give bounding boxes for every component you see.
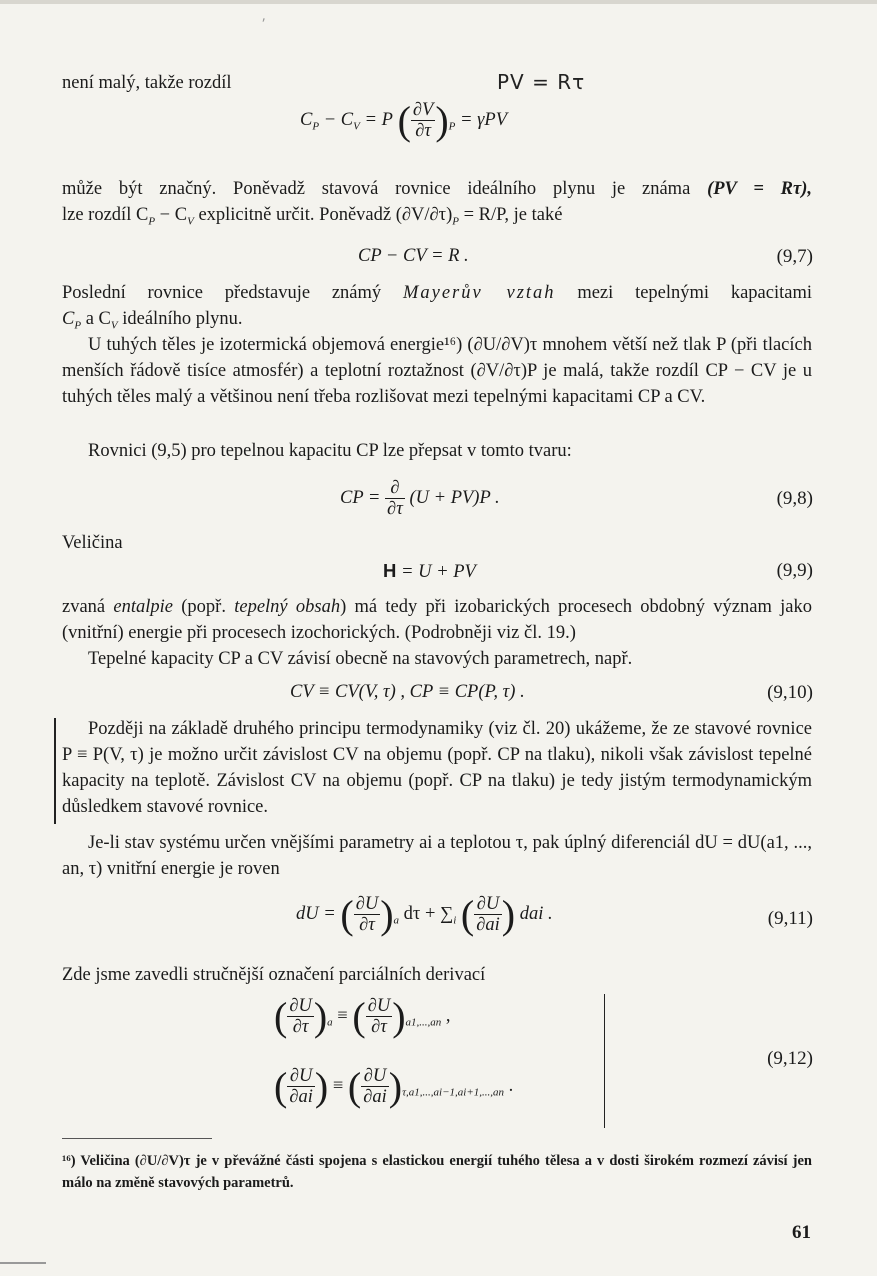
handwritten-note: PV = Rτ	[497, 70, 586, 94]
equation-notation-1: ( $\frac{\partial U}{\partial\tau}$ )$_a$ ≡ ( $\frac{\partial U}{\partial\tau}$ )$_{a1,...,an}$ ,	[274, 993, 451, 1039]
paragraph-8: Tepelné kapacity CP a CV závisí obecně na stavových parametrech, např.	[88, 649, 633, 669]
right-brace	[596, 994, 605, 1128]
equation-heat-capacities: CV ≡ CV(V, τ) , CP ≡ CP(P, τ) .	[290, 682, 525, 702]
paragraph-5: Rovnici (9,5) pro tepelnou kapacitu CP lze přepsat v tomto tvaru:	[88, 441, 572, 461]
footnote-16: ¹⁶) Veličina (∂U/∂V)τ je v převážné části spojena s elastickou energií tuhého tělesa a v dosti širokém rozmezí závisí jen málo na změně stavových parametrů.	[62, 1153, 812, 1191]
eq-number-9-7: (9,7)	[776, 246, 813, 267]
equation-enthalpy-def: H = U + PV	[383, 560, 476, 582]
page-number: 61	[792, 1222, 811, 1243]
paragraph-9: Později na základě druhého principu termodynamiky (viz čl. 20) ukážeme, že ze stavové rovnice P ≡ P(V, τ) je možno určit závislost CV na objemu (popř. CP na tlaku), nikoli však závislost tepelné kapacity na teplotě. Závislost CV na objemu (popř. CP na tlaku) je tedy jistým termodynamickým důsledkem stavové rovnice.	[62, 719, 812, 817]
equation-notation-2: ( $\frac{\partial U}{\partial ai}$ ) ≡ ( $\frac{\partial U}{\partial ai}$ )$_{\tau,a1,...,ai-1,ai+1,...,an}$ .	[274, 1063, 514, 1109]
paragraph-11: Zde jsme zavedli stručnější označení parciálních derivací	[62, 965, 486, 985]
eq-number-9-10: (9,10)	[767, 682, 813, 703]
margin-bar	[54, 718, 56, 824]
equation-cp-enthalpy: CP = $\frac{\partial}{\partial\tau}$ (U + PV)P .	[340, 478, 500, 519]
eq-number-9-9: (9,9)	[776, 560, 813, 581]
scan-bottom-mark	[0, 1262, 46, 1264]
paragraph-7: zvaná entalpie (popř. tepelný obsah) má tedy při izobarických procesech obdobný význam jako (vnitřní) energie při procesech izochorických. (Podrobněji viz čl. 19.)	[62, 597, 812, 643]
paragraph-3a: Poslední rovnice představuje známý Mayerův vztah mezi tepelnými kapacitami	[62, 283, 813, 303]
paragraph-2b: lze rozdíl $C_P - C_V$ explicitně určit. Poněvadž $(\partial V/\partial\tau)_P = R/P$, je také	[62, 205, 563, 228]
equation-cp-minus-cv: $C_P - C_V = P$ ( $\frac{\partial V}{\partial\tau}$ )$_P = \gamma PV$	[300, 97, 508, 143]
paragraph-2a: může být značný. Poněvadž stavová rovnice ideálního plynu je známa (PV = Rτ),	[62, 179, 812, 199]
scan-top-edge	[0, 0, 877, 4]
eq-number-9-11: (9,11)	[767, 908, 813, 929]
scan-speck: ⸴	[262, 11, 266, 26]
paragraph-6: Veličina	[62, 533, 123, 553]
paragraph-3b: $C_P$ a $C_V$ ideálního plynu.	[62, 309, 243, 332]
footnote-rule	[62, 1138, 212, 1139]
eq-number-9-8: (9,8)	[776, 488, 813, 509]
eq-number-9-12: (9,12)	[767, 1048, 813, 1069]
paragraph-10: Je-li stav systému určen vnějšími parametry ai a teplotou τ, pak úplný diferenciál dU = dU(a1, ..., an, τ) vnitřní energie je roven	[62, 833, 812, 879]
equation-du-differential: dU = ( $\frac{\partial U}{\partial\tau}$ )$_a$ $d\tau + \sum_i$ ( $\frac{\partial U}{\partial ai}$ ) dai .	[296, 891, 553, 937]
paragraph-4: U tuhých těles je izotermická objemová energie¹⁶) (∂U/∂V)τ mnohem větší než tlak P (při tlacích menších řádově tisíce atmosfér) a teplotní roztažnost (∂V/∂τ)P je malá, takže rozdíl CP − CV je u tuhých těles malý a většinou není třeba rozlišovat mezi tepelnými kapacitami CP a CV.	[62, 335, 812, 407]
equation-mayer: CP − CV = R .	[358, 246, 469, 266]
paragraph-1: není malý, takže rozdíl	[62, 73, 232, 93]
